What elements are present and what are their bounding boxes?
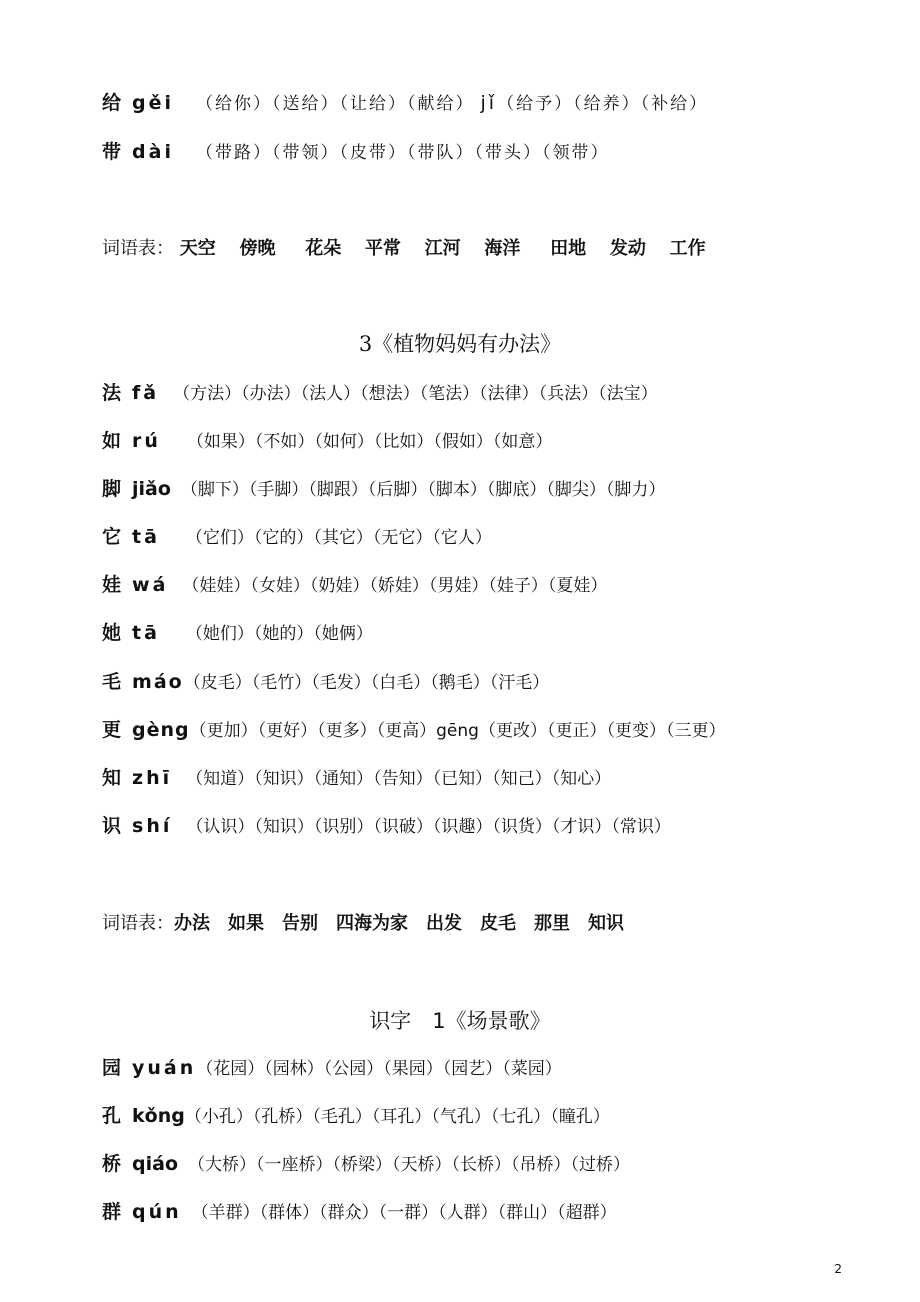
entry-words: （娃娃）（女娃）（奶娃）（娇娃）（男娃）（娃子）（夏娃） [182,576,608,596]
entry-char: 脚 [102,478,123,500]
entry-words: （它们）（它的）（其它）（无它）（它人） [185,528,492,548]
entry-row-ta [102,522,880,552]
entry-pinyin: wá [132,574,169,596]
vocab-label: 词语表： [102,913,174,934]
entry-row-mao [102,667,880,697]
section-title-3: 3《植物妈妈有办法》 [358,332,562,356]
entry-extra-pinyin: jǐ [480,92,498,114]
entry-words: （知道）（知识）（通知）（告知）（已知）（知己）（知心） [186,769,612,789]
entry-words: （羊群）（群体）（群众）（一群）（人群）（群山）（超群） [191,1203,617,1223]
entry-words: （脚下）（手脚）（脚跟）（后脚）（脚本）（脚底）（脚尖）（脚力） [180,480,666,500]
entry-row-wa [102,570,880,600]
entry-pinyin: jiǎo [132,478,171,500]
vocab-word: 皮毛 [480,913,516,934]
entry-row-geng [102,715,880,745]
entry-char: 知 [102,767,123,789]
entry-pinyin: qiáo [132,1153,179,1175]
entry-char: 识 [102,815,123,837]
entry-extra-pinyin: gēng [436,721,479,741]
entry-words: （给你）（送给）（让给）（献给） [196,94,475,114]
entry-pinyin: dài [132,141,174,163]
vocab-word: 发动 [609,238,646,259]
vocab-list-3 [102,909,880,939]
entry-row-yuan [102,1053,880,1083]
entry-char: 毛 [102,671,123,693]
page-number: 2 [834,1262,842,1276]
entry-row-zhi [102,763,880,793]
entry-words: （带路）（带领）（皮带）（带队）（带头）（领带） [195,143,610,163]
entry-pinyin: qún [132,1201,182,1223]
vocab-word: 如果 [228,913,264,934]
entry-pinyin: shí [132,815,173,837]
entry-char: 带 [102,141,123,163]
vocab-label: 词语表： [102,238,174,259]
entry-row-qun [102,1197,880,1227]
entry-words: （方法）（办法）（法人）（想法）（笔法）（法律）（兵法）（法宝） [173,384,658,404]
entry-pinyin: yuán [132,1057,197,1079]
entry-row-fa [102,378,880,408]
entry-words: （花园）（园林）（公园）（果园）（园艺）（菜园） [196,1059,562,1079]
entry-words: （小孔）（孔桥）（毛孔）（耳孔）（气孔）（七孔）（瞳孔） [184,1107,610,1127]
entry-pinyin: tā [132,526,160,548]
entry-row-jiao [102,474,880,504]
entry-char: 给 [102,92,123,114]
vocab-word: 天空 [179,238,216,259]
entry-char: 孔 [102,1105,123,1127]
entry-row-shi [102,811,880,841]
entry-pinyin: kǒng [132,1105,185,1127]
entry-words: （如果）（不如）（如何）（比如）（假如）（如意） [186,432,553,452]
entry-char: 娃 [102,574,123,596]
entry-words: （更加）（更好）（更多）（更高） [189,721,437,741]
entry-char: 它 [102,526,123,548]
vocab-word: 海洋 [484,238,521,259]
vocab-word: 知识 [588,913,624,934]
vocab-word: 那里 [534,913,570,934]
entry-extra-words: （给予）（给养）（补给） [497,94,709,114]
entry-pinyin: tā [132,622,160,644]
vocab-word: 傍晚 [239,238,276,259]
entry-words: （大桥）（一座桥）（桥梁）（天桥）（长桥）（吊桥）（过桥） [188,1155,631,1175]
entry-char: 群 [102,1201,123,1223]
entry-pinyin: gěi [132,92,175,114]
vocab-word: 办法 [174,913,210,934]
vocab-word: 平常 [364,238,401,259]
entry-char: 园 [102,1057,123,1079]
entry-words: （她们）（她的）（她俩） [185,624,373,644]
entry-row-kong [102,1101,880,1131]
vocab-word: 江河 [424,238,461,259]
entry-pinyin: zhī [132,767,173,789]
entry-pinyin: máo [132,671,184,693]
entry-extra-words: （更改）（更正）（更变）（三更） [478,721,726,741]
vocab-word: 四海为家 [336,913,408,934]
entry-char: 如 [102,430,123,452]
entry-char: 她 [102,622,123,644]
vocab-word: 田地 [550,238,587,259]
section-title-literacy: 识字 1《场景歌》 [369,1009,551,1033]
entry-words: （认识）（知识）（识别）（识破）（识趣）（识货）（才识）（常识） [186,817,671,837]
vocab-word: 告别 [282,913,318,934]
entry-char: 更 [102,719,123,741]
vocab-word: 工作 [669,238,706,259]
entry-char: 法 [102,382,123,404]
entry-words: （皮毛）（毛竹）（毛发）（白毛）（鹅毛）（汗毛） [183,673,550,693]
entry-row-ta2 [102,618,880,648]
vocab-word: 花朵 [305,238,342,259]
entry-row-ru [102,426,880,456]
entry-char: 桥 [102,1153,123,1175]
vocab-list-top [102,234,880,264]
entry-row-dai [102,137,880,167]
entry-pinyin: rú [132,430,161,452]
entry-pinyin: fǎ [132,382,160,404]
entry-pinyin: gèng [132,719,190,741]
vocab-word: 出发 [426,913,462,934]
entry-row-qiao [102,1149,880,1179]
entry-row-gei [102,88,880,118]
